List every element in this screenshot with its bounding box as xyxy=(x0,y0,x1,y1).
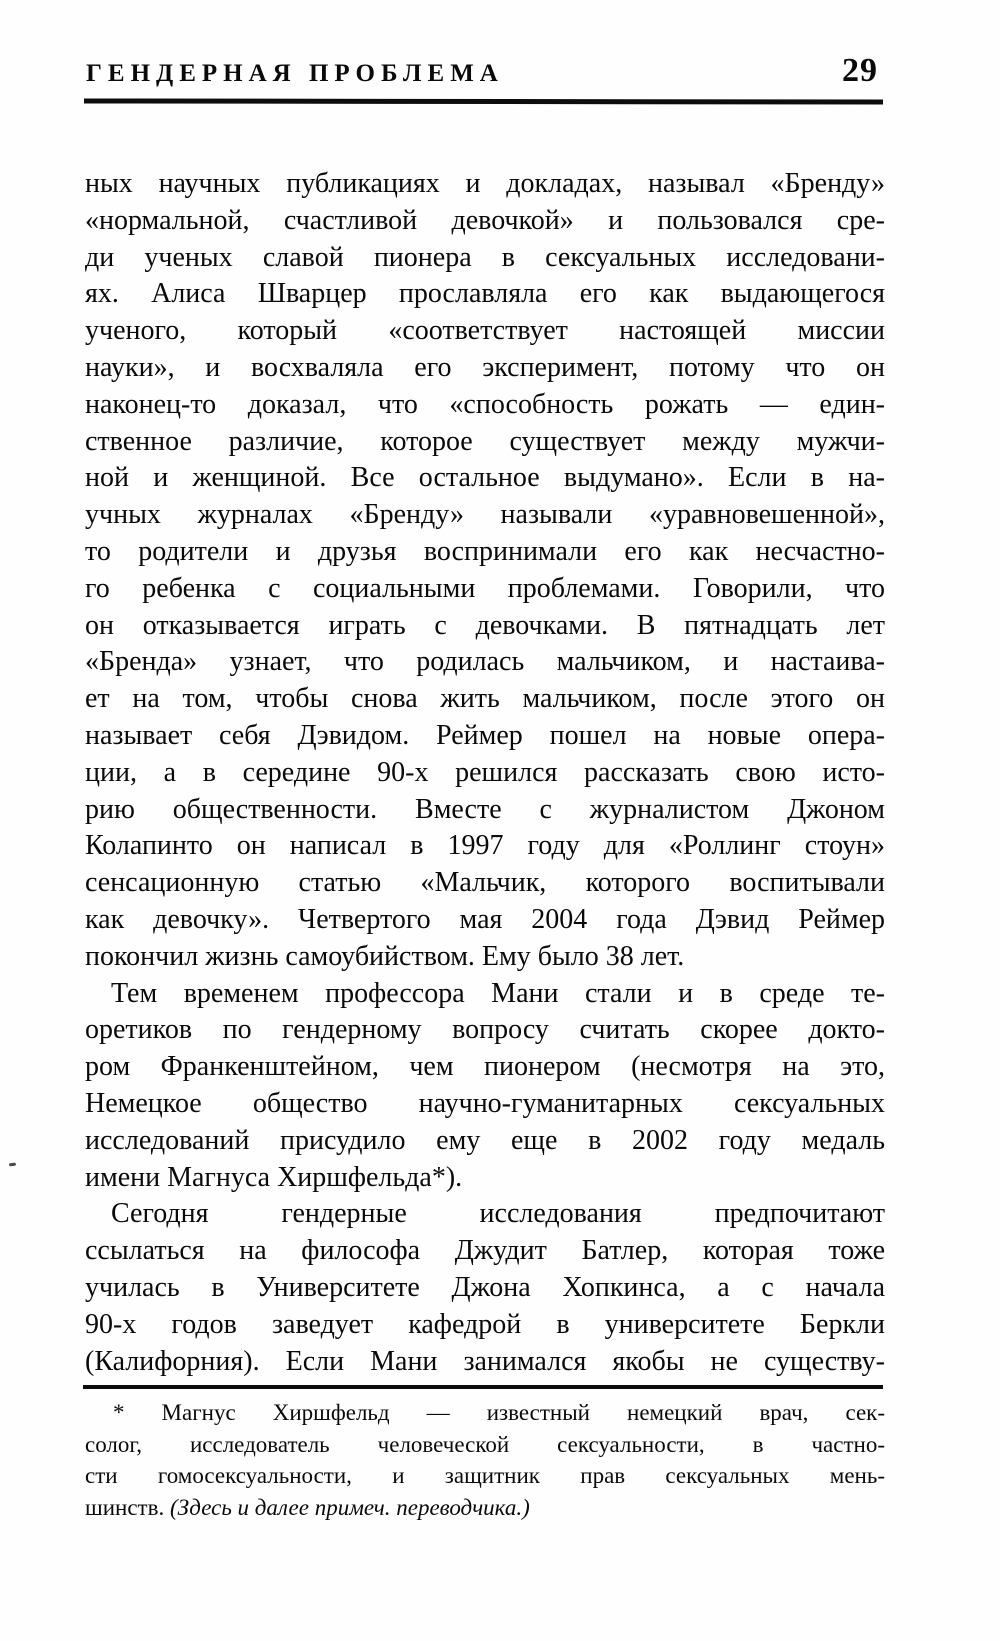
text-line: Сегодня гендерные исследования предпочитают xyxy=(111,1198,885,1230)
body-text xyxy=(85,166,885,1380)
text-line: го ребенка с социальными проблемами. Говорили, что xyxy=(85,572,885,604)
text-line: ных научных публикациях и докладах, называл «Бренду» xyxy=(85,168,885,199)
text-line: покончил жизнь самоубийством. Ему было 38 лет. xyxy=(85,940,685,972)
footnote-line xyxy=(85,1492,885,1524)
text-line: ной и женщиной. Все остальное выдумано». Если в на- xyxy=(85,462,885,494)
text-line: Немецкое общество научно-гуманитарных сексуальных xyxy=(85,1087,885,1119)
text-line: то родители и друзья воспринимали его как несчастно- xyxy=(85,535,885,567)
text-line: Колапинто он написал в 1997 году для «Роллинг стоун» xyxy=(85,830,885,862)
text-line: он отказывается играть с девочками. В пятнадцать лет xyxy=(85,609,885,641)
text-line: ях. Алиса Шварцер прославляла его как выдающегося xyxy=(85,278,885,310)
text-line: рию общественности. Вместе с журналистом Джоном xyxy=(85,793,885,825)
text-line: имени Магнуса Хиршфельда*). xyxy=(85,1161,463,1193)
text-line: «нормальной, счастливой девочкой» и пользовался сре- xyxy=(85,204,885,236)
text-line: наконец-то доказал, что «способность рожать — един- xyxy=(85,388,885,420)
text-line: ственное различие, которое существует между мужчи- xyxy=(85,425,885,457)
text-line: ученого, который «соответствует настоящей миссии xyxy=(85,315,885,347)
text-line: (Калифорния). Если Мани занимался якобы не существу- xyxy=(85,1345,885,1377)
text-line: ет на том, чтобы снова жить мальчиком, после этого он xyxy=(85,683,885,715)
text-line: оретиков по гендерному вопросу считать скорее докто- xyxy=(85,1014,885,1046)
text-line: ссылаться на философа Джудит Батлер, которая тоже xyxy=(85,1235,885,1267)
footnote-line: * Магнус Хиршфельд — известный немецкий врач, сек- xyxy=(113,1400,885,1425)
text-line: называет себя Дэвидом. Реймер пошел на новые опера- xyxy=(85,719,885,751)
footnote-separator xyxy=(83,1385,883,1389)
scan-artifact-mark xyxy=(9,1163,16,1167)
text-line: учных журналах «Бренду» называли «уравновешенной», xyxy=(85,499,885,531)
page-number: 29 xyxy=(842,52,878,89)
text-line: училась в Университете Джона Хопкинса, а с начала xyxy=(85,1271,885,1303)
footnote-line: сти гомосексуальности, и защитник прав сексуальных мень- xyxy=(85,1463,885,1488)
text-line: «Бренда» узнает, что родилась мальчиком, и настаива- xyxy=(85,646,885,678)
paragraph-1 xyxy=(85,166,885,976)
text-line: ди ученых славой пионера в сексуальных исследовани- xyxy=(85,241,885,273)
text-line: как девочку». Четвертого мая 2004 года Дэвид Реймер xyxy=(85,903,885,935)
footnote-text: шинств. xyxy=(85,1494,170,1520)
text-line: 90-х годов заведует кафедрой в университете Беркли xyxy=(85,1308,885,1340)
text-line: ции, а в середине 90-х решился рассказать свою исто- xyxy=(85,756,885,788)
text-line: исследований присудило ему еще в 2002 году медаль xyxy=(85,1124,885,1156)
paragraph-2 xyxy=(85,976,885,1197)
text-line: сенсационную статью «Мальчик, которого воспитывали xyxy=(85,867,885,899)
paragraph-3 xyxy=(85,1196,885,1380)
footnote-line: солог, исследователь человеческой сексуальности, в частно- xyxy=(85,1431,885,1457)
translator-note: (Здесь и далее примеч. переводчика.) xyxy=(169,1494,530,1520)
text-line: ром Франкенштейном, чем пионером (несмотря на это, xyxy=(85,1051,885,1083)
text-line: Тем временем профессора Мани стали и в среде те- xyxy=(111,977,885,1009)
footnote xyxy=(85,1397,885,1523)
running-header-title: ГЕНДЕРНАЯ ПРОБЛЕМА xyxy=(86,60,504,87)
text-line: науки», и восхваляла его эксперимент, потому что он xyxy=(85,351,885,383)
header-rule xyxy=(84,98,883,104)
